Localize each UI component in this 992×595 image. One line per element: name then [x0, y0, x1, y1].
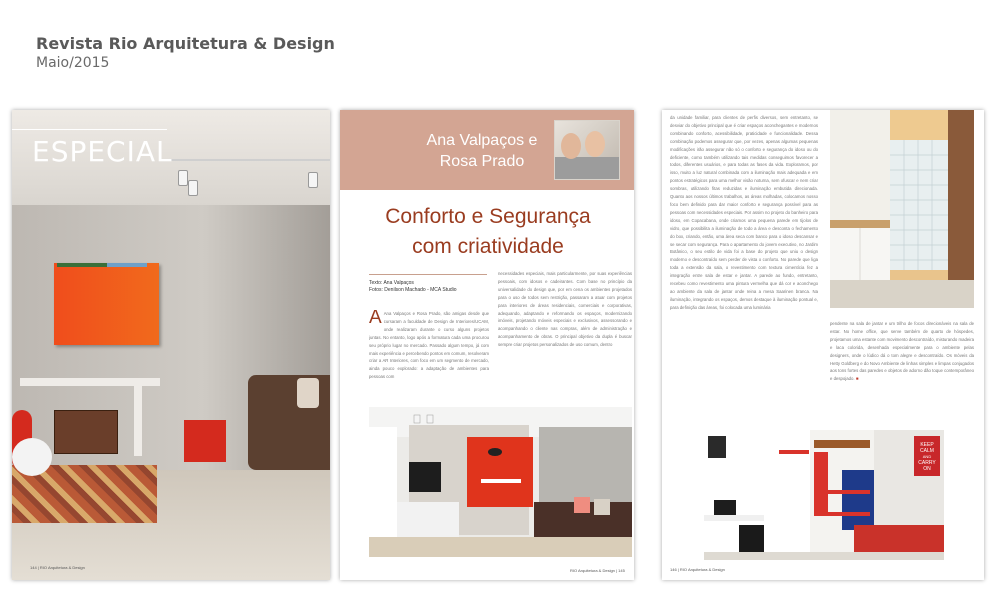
- poster-text: AND: [922, 454, 932, 459]
- page-footer: RIO Arquitetura & Design | 145: [570, 568, 625, 573]
- page-footer: 146 | RIO Arquitetura & Design: [670, 567, 725, 572]
- bathroom-illustration: [830, 110, 974, 308]
- end-mark: ■: [855, 376, 859, 382]
- poster-text: ON: [923, 466, 931, 472]
- section-rule: [12, 129, 167, 130]
- console-table: [20, 378, 160, 386]
- photo-credit: Fotos: Denilson Machado - MCA Studio: [369, 287, 457, 293]
- column-text: Ana Valpaços e Rosa Prado, são amigas desde que cursaram a faculdade de Design de Interiores/UCAM, onde realizaram durante o curso alguns projetos juntas. No entanto, logo após a formatura cada uma procurou seu próprio lugar no mercado. Passado algum tempo, já com mais experiência e percebendo pontos em comum, resolveram criar a AR Interiores, com foco em um segmento de mercado, ainda pouco explorado: a adaptação de ambientes para pessoas com: [369, 311, 489, 380]
- poster-text: CALM: [920, 448, 934, 454]
- article-column-2: necessidades especiais, mais particularmente, por suas experiências pessoais, com idosos e cadeirantes. Com base no princípio da universalidade do design que, por em cena os ambientes projetados para o uso de todos sem restrição, passaram a atuar com projetos para interiores de áreas residenciais, comerciais e corporativas, adequando, adaptando e reformando os espaços, modernizando imóveis, projetando móveis especiais e exclusivos, assessorando e acompanhando o cliente nas compras, além de administração e acompanhamento de obras. O principal objetivo da dupla é buscar sempre criar projetos personalizados de uso comum, dentro: [498, 271, 632, 348]
- spotlight-icon: [308, 172, 318, 188]
- table-leg: [134, 386, 142, 456]
- page-146: [662, 110, 984, 580]
- magazine-title: Revista Rio Arquitetura & Design: [36, 34, 335, 53]
- poster-text: KEEP: [920, 442, 934, 448]
- text-credit: Texto: Ana Valpaços: [369, 280, 414, 286]
- author-name-line: Ana Valpaços e: [426, 132, 538, 149]
- light-track: [162, 159, 330, 161]
- authors-portrait: [554, 120, 620, 180]
- spotlight-icon: [178, 170, 188, 186]
- section-label: ESPECIAL: [32, 135, 173, 168]
- living-room-photo: [12, 110, 330, 580]
- living-dining-illustration: [369, 407, 632, 557]
- portrait-face: [561, 133, 581, 159]
- painting-stripe: [57, 263, 107, 267]
- spotlight-icon: [188, 180, 198, 196]
- author-names: [412, 130, 552, 172]
- headline-line: com criatividade: [412, 235, 564, 258]
- article-column-4: [830, 320, 974, 416]
- sofa-pillow: [297, 378, 319, 408]
- portrait-face: [585, 131, 605, 157]
- marble-table: [12, 438, 52, 476]
- poster-text: CARRY: [918, 460, 936, 466]
- home-office-illustration: [704, 430, 944, 560]
- portrait-body: [555, 157, 619, 179]
- wooden-trunk: [54, 410, 118, 454]
- orange-painting: [54, 263, 159, 345]
- page-footer: 144 | RIO Arquitetura & Design: [30, 565, 85, 570]
- headline-line: Conforto e Segurança: [385, 205, 591, 228]
- living-dining-photo: [369, 407, 632, 557]
- article-column-3: da unidade familiar, para clientes de perfis diversos, sem entretanto, se desviar do objetivo principal que é criar espaços aconchegantes e modernos combinando conforto, acessibilidade, praticidade e funcionalidade. Dessa combinação podemos assegurar que, por vezes, apenas algumas pequenas modificações irão assegurar não só o conforto e segurança do idoso ou do deficiente, como também utilizando tais medidas conseguimos favorecer a todos, diferentes usuários, e para todas as fases da vida. Exploramos, por isso, muito a luz natural combinada com a iluminação mais adequada e em pontos estratégicos para uma melhor visão noturna, sem ofuscar e nem criar sombras, utilizando fitas reduzidas e iluminação embutida direcionada. Quanto aos nossos últimos trabalhos, as áreas molhadas, colocamos nosso foco bem definido para dar maior conforto e segurança possível para as pessoas com necessidades especiais. Por assim no projeto do banheiro para idoso, em Copacabana, onde criamos uma pequena parede em tijolos de vidro, que possibilita a iluminação de todo a área e desconta o fechamento do box, criando, então, uma área seca com banco para o idoso descansar e se secar com segurança. Para o apartamento do jovem executivo, no Jardim Botânico, o seu estilo de vida foi a base do projeto que uniu o design moderno e descontraído sem perder de vista o conforto. No parede que liga toda a extensão da sala, o revestimento com textura cimentícia fez a integração entre sala de estar e jantar. A parede ao fundo, entretanto, recebeu como revestimento uma pintura vermelha que dá cor e aconchego ao ambiente da sala de jantar onde reina a mesa Saarinen branca. Na iluminação, integrando os espaços, demos destaque à iluminação pontual e, para definição das áreas, foi colocada uma luminária: [670, 115, 818, 310]
- article-headline: [354, 202, 622, 262]
- home-office-photo: [704, 430, 944, 560]
- column-text: pendente na sala de jantar e um trilho de focos direcionáveis na sala de estar. No home office, que serve também de quarto de hóspedes, projetamos uma estante com movimento descontraído, misturando madeira e laca colorida, desenhada especialmente para o ambiente pelas designers, onde o lúdico dá o tom alegre e descontraído. Os móveis da Hetty Goldberg e do Novo Ambiente de linhas simples e limpas conjugados aos tons fortes das paredes e objetos de adorno dão toque contemporâneo e despojado.: [830, 321, 974, 382]
- page-145: [340, 110, 634, 580]
- bathroom-photo: [830, 110, 974, 308]
- author-name-line: Rosa Prado: [439, 153, 525, 170]
- article-column-1: [369, 310, 489, 402]
- issue-date: Maio/2015: [36, 55, 110, 71]
- drop-cap: A: [369, 310, 382, 328]
- painting-stripe: [107, 263, 147, 267]
- credit-rule: [369, 274, 487, 275]
- page-144: [12, 110, 330, 580]
- credits: [369, 280, 457, 294]
- red-side-table: [184, 420, 226, 462]
